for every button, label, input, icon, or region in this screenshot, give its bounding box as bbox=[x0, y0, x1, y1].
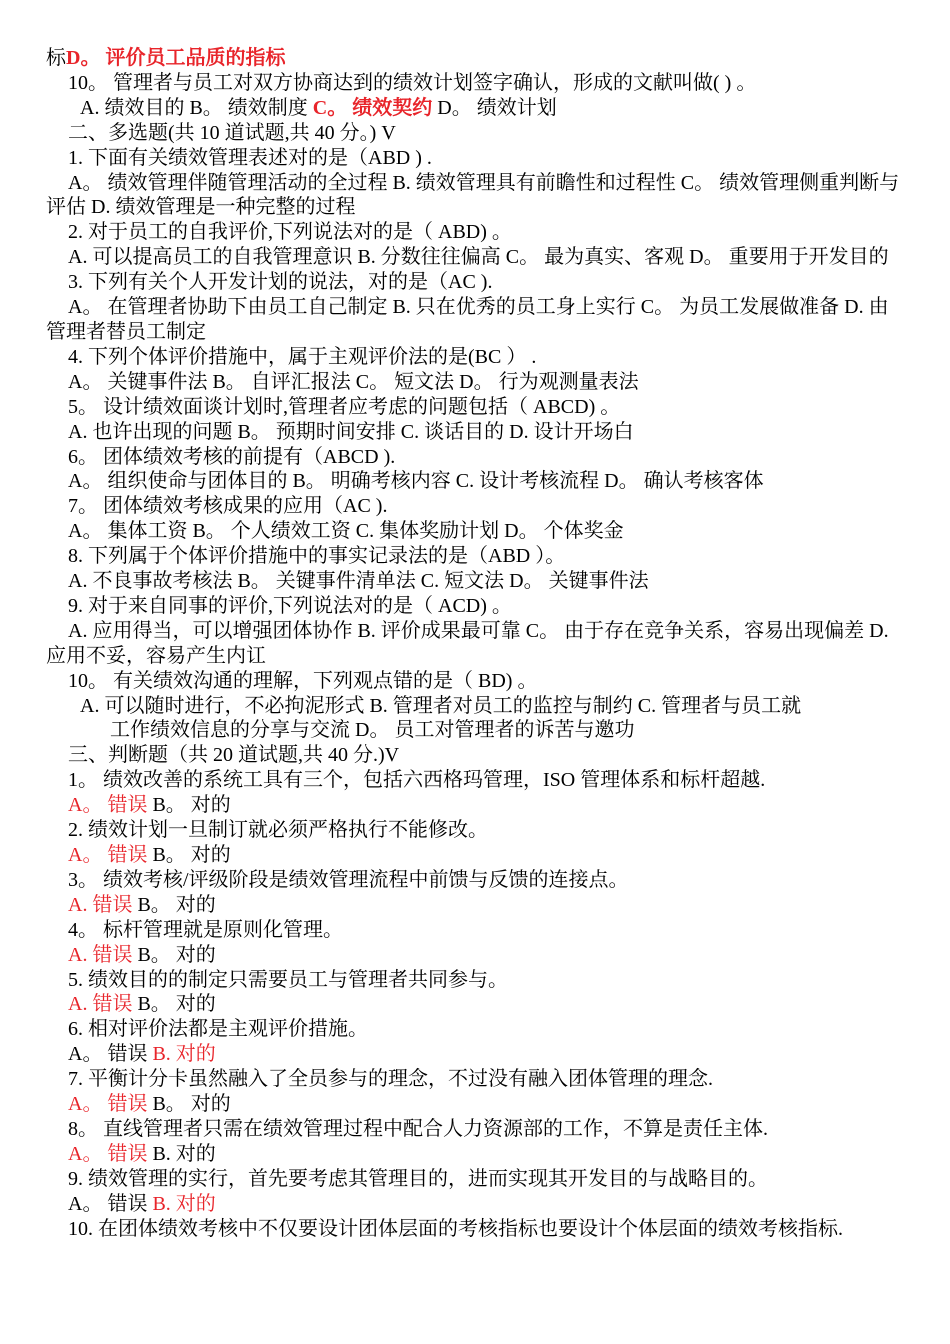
doc-text: B。 对的 bbox=[147, 1093, 231, 1116]
answer-highlight: B. 对的 bbox=[152, 1192, 216, 1215]
doc-text: B。 对的 bbox=[132, 943, 216, 966]
answer-highlight: A. 错误 bbox=[68, 993, 133, 1016]
question: 6. 相对评价法都是主观评价措施。 bbox=[68, 1018, 368, 1041]
question: 5。 设计绩效面谈计划时,管理者应考虑的问题包括（ ABCD) 。 bbox=[68, 395, 621, 418]
question: 10。 有关绩效沟通的理解，下列观点错的是（ BD) 。 bbox=[68, 669, 538, 692]
options: A。 组织使命与团体目的 B。 明确考核内容 C. 设计考核流程 D。 确认考核客体 bbox=[68, 470, 764, 493]
answer-highlight: A。 错误 bbox=[68, 1142, 148, 1165]
answer-highlight: A. 错误 bbox=[68, 893, 133, 916]
question: 3. 下列有关个人开发计划的说法，对的是（AC ). bbox=[68, 271, 493, 294]
question: 9. 绩效管理的实行，首先要考虑其管理目的，进而实现其开发目的与战略目的。 bbox=[68, 1167, 768, 1190]
answer-highlight: C。 绩效契约 bbox=[312, 96, 433, 119]
options bbox=[46, 1142, 904, 1167]
options: A。 集体工资 B。 个人绩效工资 C. 集体奖励计划 D。 个体奖金 bbox=[68, 520, 624, 543]
question: 2. 绩效计划一旦制订就必须严格执行不能修改。 bbox=[68, 819, 488, 842]
question: 8。 直线管理者只需在绩效管理过程中配合人力资源部的工作，不算是责任主体. bbox=[68, 1117, 768, 1140]
answer-highlight: D。 评价员工品质的指标 bbox=[66, 47, 286, 69]
question: 4. 下列个体评价措施中，属于主观评价法的是(BC ） . bbox=[68, 345, 537, 368]
question: 7. 平衡计分卡虽然融入了全员参与的理念，不过没有融入团体管理的理念. bbox=[68, 1068, 713, 1091]
options: A。 绩效管理伴随管理活动的全过程 B. 绩效管理具有前瞻性和过程性 C。 绩效管理侧重判断与评估 D. 绩效管理是一种完整的过程 bbox=[46, 171, 900, 219]
options-continued: 工作绩效信息的分享与交流 D。 员工对管理者的诉苦与邀功 bbox=[110, 719, 635, 742]
question: 6。 团体绩效考核的前提有（ABCD ). bbox=[68, 445, 396, 468]
question: 5. 绩效目的的制定只需要员工与管理者共同参与。 bbox=[68, 968, 508, 991]
options: A. 可以随时进行，不必拘泥形式 B. 管理者对员工的监控与制约 C. 管理者与员工就 bbox=[80, 694, 802, 717]
question: 1。 绩效改善的系统工具有三个，包括六西格玛管理，ISO 管理体系和标杆超越. bbox=[68, 769, 766, 792]
question: 4。 标杆管理就是原则化管理。 bbox=[68, 918, 343, 941]
question: 10。 管理者与员工对双方协商达到的绩效计划签字确认，形成的文献叫做( ) 。 bbox=[68, 71, 757, 94]
doc-text: B. 对的 bbox=[147, 1142, 216, 1165]
doc-line bbox=[46, 46, 904, 71]
question: 10. 在团体绩效考核中不仅要设计团体层面的考核指标也要设计个体层面的绩效考核指标. bbox=[68, 1217, 843, 1240]
options bbox=[46, 843, 904, 868]
question: 1. 下面有关绩效管理表述对的是（ABD ) . bbox=[68, 146, 432, 169]
doc-text: A. 绩效目的 B。 绩效制度 bbox=[80, 96, 313, 119]
question: 7。 团体绩效考核成果的应用（AC ). bbox=[68, 495, 388, 518]
section-heading: 二、多选题(共 10 道试题,共 40 分。) V bbox=[68, 121, 396, 144]
doc-text: D。 绩效计划 bbox=[432, 96, 557, 119]
question: 2. 对于员工的自我评价,下列说法对的是（ ABD) 。 bbox=[68, 221, 512, 244]
options bbox=[46, 1092, 904, 1117]
answer-highlight: A. 错误 bbox=[68, 943, 133, 966]
options: A。 在管理者协助下由员工自己制定 B. 只在优秀的员工身上实行 C。 为员工发展做准备 D. 由管理者替员工制定 bbox=[46, 296, 889, 343]
options: A。 关键事件法 B。 自评汇报法 C。 短文法 D。 行为观测量表法 bbox=[68, 370, 639, 393]
doc-text: A。 错误 bbox=[68, 1043, 153, 1066]
options bbox=[46, 943, 904, 968]
doc-text: B。 对的 bbox=[147, 794, 231, 817]
doc-text: A。 错误 bbox=[68, 1192, 153, 1215]
options bbox=[46, 1192, 904, 1217]
options: A. 应用得当，可以增强团体协作 B. 评价成果最可靠 C。 由于存在竞争关系，容易出现偏差 D. 应用不妥，容易产生内讧 bbox=[46, 619, 889, 667]
doc-text: 标 bbox=[46, 47, 66, 69]
doc-text: B。 对的 bbox=[132, 993, 216, 1016]
answer-highlight: B. 对的 bbox=[152, 1043, 216, 1066]
options: A. 也许出现的问题 B。 预期时间安排 C. 谈话目的 D. 设计开场白 bbox=[68, 420, 634, 443]
question: 8. 下列属于个体评价措施中的事实记录法的是（ABD ）。 bbox=[68, 545, 566, 568]
options bbox=[46, 893, 904, 918]
options bbox=[46, 1042, 904, 1067]
options bbox=[46, 96, 904, 121]
answer-highlight: A。 错误 bbox=[68, 844, 148, 866]
options: A. 可以提高员工的自我管理意识 B. 分数往往偏高 C。 最为真实、客观 D。 重要用于开发目的 bbox=[68, 246, 889, 269]
answer-highlight: A。 错误 bbox=[68, 1093, 148, 1116]
question: 9. 对于来自同事的评价,下列说法对的是（ ACD) 。 bbox=[68, 594, 512, 617]
answer-highlight: A。 错误 bbox=[68, 794, 148, 817]
section-heading: 三、判断题（共 20 道试题,共 40 分.)V bbox=[68, 744, 400, 767]
question: 3。 绩效考核/评级阶段是绩效管理流程中前馈与反馈的连接点。 bbox=[68, 868, 629, 891]
doc-text: B。 对的 bbox=[147, 844, 231, 866]
doc-text: B。 对的 bbox=[132, 893, 216, 916]
options bbox=[46, 992, 904, 1017]
options bbox=[46, 793, 904, 818]
options: A. 不良事故考核法 B。 关键事件清单法 C. 短文法 D。 关键事件法 bbox=[68, 570, 649, 593]
